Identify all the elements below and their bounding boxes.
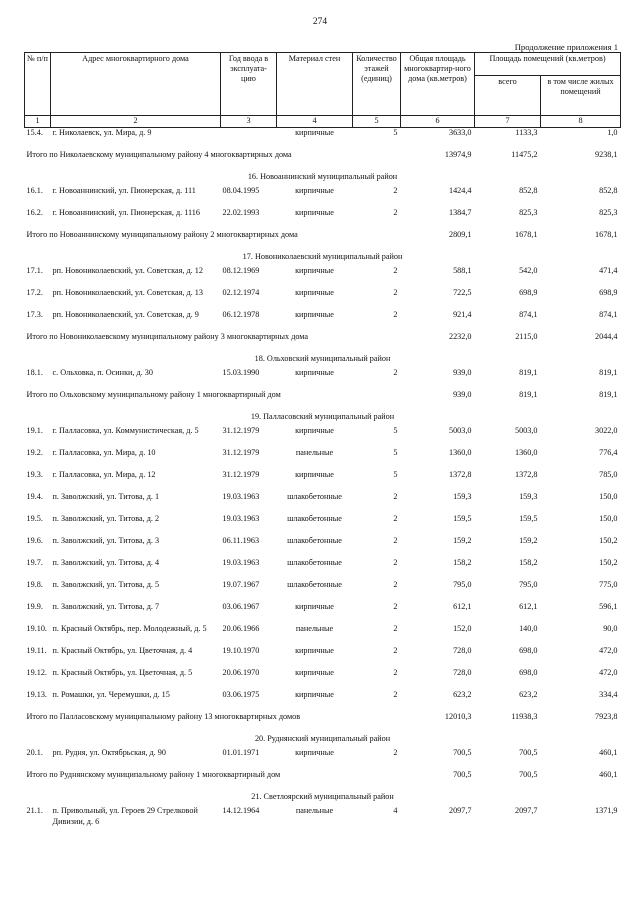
row-total-area: 159,2	[453, 536, 472, 545]
row-address: п. Заволжский, ул. Титова, д. 1	[52, 492, 160, 501]
row-floors: 5	[393, 470, 398, 479]
row-year: 19.03.1963	[222, 514, 260, 523]
row-total-area: 1360,0	[448, 448, 472, 457]
row-address: с. Ольховка, п. Осинки, д. 30	[52, 368, 153, 377]
row-living-area: 334,4	[599, 690, 618, 699]
row-number: 19.1.	[26, 426, 43, 435]
total-all-area: 11938,3	[511, 712, 538, 721]
row-living-area: 1,0	[607, 128, 618, 137]
row-year: 03.06.1975	[222, 690, 260, 699]
total-living-area: 9238,1	[595, 150, 618, 159]
row-year: 19.03.1963	[222, 558, 260, 567]
row-all-area: 2097,7	[514, 806, 538, 815]
row-material: шлакобетонные	[287, 514, 342, 523]
total-all-area: 1678,1	[514, 230, 538, 239]
district-section-row	[25, 734, 621, 748]
row-living-area: 150,2	[599, 536, 618, 545]
row-floors: 2	[393, 492, 398, 501]
table-row	[25, 310, 621, 332]
row-address: п. Красный Октябрь, ул. Цветочная, д. 4	[52, 646, 193, 655]
row-all-area: 159,5	[519, 514, 538, 523]
row-all-area: 874,1	[519, 310, 538, 319]
row-year: 01.01.1971	[222, 748, 260, 757]
row-all-area: 1360,0	[514, 448, 538, 457]
row-total-area: 158,2	[453, 558, 472, 567]
row-material: кирпичные	[295, 128, 334, 137]
total-area: 700,5	[453, 770, 472, 779]
row-floors: 5	[393, 128, 398, 137]
district-total-row	[25, 770, 621, 792]
col-number: 6	[401, 116, 475, 128]
row-living-area: 472,0	[599, 646, 618, 655]
row-living-area: 150,2	[599, 558, 618, 567]
row-total-area: 152,0	[453, 624, 472, 633]
row-living-area: 150,0	[599, 514, 618, 523]
table-row	[25, 748, 621, 770]
total-area: 2809,1	[448, 230, 472, 239]
row-year: 02.12.1974	[222, 288, 260, 297]
row-year: 19.07.1967	[222, 580, 260, 589]
row-number: 19.13.	[26, 690, 47, 699]
row-number: 19.9.	[26, 602, 43, 611]
row-address: г. Палласовка, ул. Мира, д. 12	[52, 470, 156, 479]
row-material: кирпичные	[295, 470, 334, 479]
section-title: 19. Палласовский муниципальный район	[250, 412, 395, 421]
row-address: п. Красный Октябрь, ул. Цветочная, д. 5	[52, 668, 193, 677]
total-living-area: 2044,4	[595, 332, 618, 341]
col-number: 2	[51, 116, 221, 128]
row-address: п. Привольный, ул. Героев 29 Стрелковой Дивизии, д. 6	[52, 806, 198, 826]
district-section-row	[25, 412, 621, 426]
row-floors: 2	[393, 602, 398, 611]
district-section-row	[25, 252, 621, 266]
row-address: рп. Рудня, ул. Октябрьская, д. 90	[52, 748, 166, 757]
total-all-area: 11475,2	[511, 150, 538, 159]
housing-table	[24, 52, 621, 828]
row-floors: 2	[393, 208, 398, 217]
row-total-area: 700,5	[453, 748, 472, 757]
row-living-area: 150,0	[599, 492, 618, 501]
row-floors: 2	[393, 266, 398, 275]
row-total-area: 795,0	[453, 580, 472, 589]
row-address: рп. Новониколаевский, ул. Советская, д. 12	[52, 266, 203, 275]
row-material: кирпичные	[295, 690, 334, 699]
district-section-row	[25, 792, 621, 806]
row-all-area: 1372,8	[514, 470, 538, 479]
row-year: 06.11.1963	[222, 536, 260, 545]
row-living-area: 3022,0	[595, 426, 618, 435]
total-label: Итого по Новониколаевскому муниципальному району 3 многоквартирных дома	[26, 332, 309, 341]
row-year: 08.12.1969	[222, 266, 260, 275]
section-title: 16. Новоаннинский муниципальный район	[247, 172, 398, 181]
table-row	[25, 208, 621, 230]
table-row	[25, 470, 621, 492]
district-total-row	[25, 332, 621, 354]
table-row	[25, 288, 621, 310]
row-all-area: 825,3	[519, 208, 538, 217]
header-address: Адрес многоквартирного дома	[51, 53, 221, 116]
row-material: шлакобетонные	[287, 558, 342, 567]
row-address: п. Красный Октябрь, пер. Молодежный, д. 5	[52, 624, 207, 633]
row-year: 06.12.1978	[222, 310, 260, 319]
row-living-area: 596,1	[599, 602, 618, 611]
row-total-area: 728,0	[453, 668, 472, 677]
row-all-area: 5003,0	[514, 426, 538, 435]
row-all-area: 1133,3	[515, 128, 538, 137]
section-title: 18. Ольховский муниципальный район	[254, 354, 391, 363]
row-total-area: 2097,7	[448, 806, 472, 815]
row-number: 19.4.	[26, 492, 43, 501]
col-number: 4	[277, 116, 353, 128]
total-label: Итого по Палласовскому муниципальному району 13 многоквартирных домов	[26, 712, 301, 721]
table-row	[25, 492, 621, 514]
total-all-area: 700,5	[519, 770, 538, 779]
table-row	[25, 646, 621, 668]
row-total-area: 159,3	[453, 492, 472, 501]
row-number: 17.2.	[26, 288, 43, 297]
row-total-area: 5003,0	[448, 426, 472, 435]
row-material: кирпичные	[295, 646, 334, 655]
row-all-area: 795,0	[519, 580, 538, 589]
table-row	[25, 806, 621, 828]
row-floors: 2	[393, 668, 398, 677]
row-address: п. Заволжский, ул. Титова, д. 5	[52, 580, 160, 589]
row-number: 19.8.	[26, 580, 43, 589]
row-number: 18.1.	[26, 368, 43, 377]
table-row	[25, 558, 621, 580]
col-number: 5	[353, 116, 401, 128]
table-row	[25, 668, 621, 690]
row-living-area: 785,0	[599, 470, 618, 479]
table-row	[25, 690, 621, 712]
header-no: № п/п	[25, 53, 51, 116]
col-number: 7	[475, 116, 541, 128]
row-floors: 2	[393, 310, 398, 319]
row-material: шлакобетонные	[287, 536, 342, 545]
row-all-area: 158,2	[519, 558, 538, 567]
header-material: Материал стен	[277, 53, 353, 116]
table-row	[25, 602, 621, 624]
table-row	[25, 266, 621, 288]
row-material: кирпичные	[295, 310, 334, 319]
row-year: 19.03.1963	[222, 492, 260, 501]
row-living-area: 460,1	[599, 748, 618, 757]
table-row	[25, 368, 621, 390]
total-living-area: 7923,8	[595, 712, 618, 721]
total-label: Итого по Руднянскому муниципальному району 1 многоквартирный дом	[26, 770, 281, 779]
total-living-area: 819,1	[599, 390, 618, 399]
row-living-area: 819,1	[599, 368, 618, 377]
row-total-area: 1384,7	[448, 208, 472, 217]
row-number: 17.3.	[26, 310, 43, 319]
total-area: 12010,3	[444, 712, 472, 721]
table-row	[25, 514, 621, 536]
row-floors: 2	[393, 624, 398, 633]
row-year: 19.10.1970	[222, 646, 260, 655]
col-number: 3	[221, 116, 277, 128]
table-row	[25, 624, 621, 646]
total-area: 2232,0	[448, 332, 472, 341]
section-title: 21. Светлоярский муниципальный район	[251, 792, 394, 801]
row-material: панельные	[295, 624, 334, 633]
row-number: 19.2.	[26, 448, 43, 457]
row-number: 19.11.	[26, 646, 47, 655]
row-living-area: 472,0	[599, 668, 618, 677]
row-number: 21.1.	[26, 806, 43, 815]
district-section-row	[25, 172, 621, 186]
total-all-area: 2115,0	[515, 332, 538, 341]
row-number: 16.1.	[26, 186, 43, 195]
row-living-area: 776,4	[599, 448, 618, 457]
row-floors: 2	[393, 368, 398, 377]
row-number: 19.5.	[26, 514, 43, 523]
row-floors: 5	[393, 448, 398, 457]
row-floors: 2	[393, 646, 398, 655]
row-number: 19.7.	[26, 558, 43, 567]
row-all-area: 698,0	[519, 668, 538, 677]
row-total-area: 623,2	[453, 690, 472, 699]
header-total-area: Общая площадь многоквартир-ного дома (кв.метров)	[401, 53, 475, 116]
row-address: рп. Новониколаевский, ул. Советская, д. 9	[52, 310, 199, 319]
row-address: п. Заволжский, ул. Титова, д. 2	[52, 514, 160, 523]
table-row	[25, 128, 621, 151]
row-address: п. Заволжский, ул. Титова, д. 4	[52, 558, 160, 567]
row-material: панельные	[295, 448, 334, 457]
row-all-area: 623,2	[519, 690, 538, 699]
row-number: 20.1.	[26, 748, 43, 757]
row-year: 31.12.1979	[222, 470, 260, 479]
row-year: 31.12.1979	[222, 426, 260, 435]
col-number: 1	[25, 116, 51, 128]
row-floors: 2	[393, 514, 398, 523]
table-row	[25, 536, 621, 558]
row-number: 19.12.	[26, 668, 47, 677]
row-total-area: 921,4	[453, 310, 472, 319]
row-year: 14.12.1964	[222, 806, 260, 815]
row-year	[221, 128, 277, 151]
total-area: 13974,9	[444, 150, 472, 159]
row-address: п. Ромашки, ул. Черемушки, д. 15	[52, 690, 170, 699]
row-material: кирпичные	[295, 426, 334, 435]
table-row	[25, 580, 621, 602]
row-floors: 2	[393, 580, 398, 589]
header-floors: Количество этажей (единиц)	[353, 53, 401, 116]
row-material: кирпичные	[295, 368, 334, 377]
row-year: 08.04.1995	[222, 186, 260, 195]
row-total-area: 612,1	[453, 602, 472, 611]
row-number: 15.4.	[26, 128, 43, 137]
row-total-area: 588,1	[453, 266, 472, 275]
row-floors: 2	[393, 690, 398, 699]
section-title: 17. Новониколаевский муниципальный район	[242, 252, 403, 261]
district-total-row	[25, 390, 621, 412]
total-area: 939,0	[453, 390, 472, 399]
row-living-area: 825,3	[599, 208, 618, 217]
district-total-row	[25, 150, 621, 172]
row-floors: 2	[393, 288, 398, 297]
row-living-area: 698,9	[599, 288, 618, 297]
row-living-area: 90,0	[603, 624, 618, 633]
column-numbers-row	[25, 116, 621, 128]
row-all-area: 612,1	[519, 602, 538, 611]
row-floors: 2	[393, 558, 398, 567]
row-material: кирпичные	[295, 748, 334, 757]
district-total-row	[25, 230, 621, 252]
district-total-row	[25, 712, 621, 734]
row-material: шлакобетонные	[287, 580, 342, 589]
header-all: всего	[475, 76, 541, 116]
row-all-area: 159,3	[519, 492, 538, 501]
continuation-note: Продолжение приложения 1	[514, 42, 618, 52]
row-address: г. Новоаннинский, ул. Пионерская, д. 1116	[52, 208, 200, 217]
row-number: 19.6.	[26, 536, 43, 545]
row-living-area: 874,1	[599, 310, 618, 319]
row-number: 17.1.	[26, 266, 43, 275]
row-total-area: 159,5	[453, 514, 472, 523]
row-floors: 2	[393, 536, 398, 545]
total-living-area: 460,1	[599, 770, 618, 779]
row-living-area: 852,8	[599, 186, 618, 195]
row-year: 15.03.1990	[222, 368, 260, 377]
row-number: 19.3.	[26, 470, 43, 479]
total-living-area: 1678,1	[595, 230, 618, 239]
row-material: кирпичные	[295, 668, 334, 677]
row-year: 22.02.1993	[222, 208, 260, 217]
row-all-area: 698,0	[519, 646, 538, 655]
row-year: 20.06.1966	[222, 624, 260, 633]
row-all-area: 140,0	[519, 624, 538, 633]
row-address: г. Новоаннинский, ул. Пионерская, д. 111	[52, 186, 196, 195]
row-all-area: 542,0	[519, 266, 538, 275]
row-year: 20.06.1970	[222, 668, 260, 677]
row-living-area: 471,4	[599, 266, 618, 275]
row-year: 03.06.1967	[222, 602, 260, 611]
row-material: кирпичные	[295, 208, 334, 217]
col-number: 8	[541, 116, 621, 128]
table-header	[25, 53, 621, 128]
table-row	[25, 186, 621, 208]
header-year: Год ввода в эксплуата-цию	[221, 53, 277, 116]
row-material: кирпичные	[295, 602, 334, 611]
row-total-area: 722,5	[453, 288, 472, 297]
row-address: г. Николаевск, ул. Мира, д. 9	[52, 128, 152, 137]
row-living-area: 775,0	[599, 580, 618, 589]
row-year: 31.12.1979	[222, 448, 260, 457]
row-address: п. Заволжский, ул. Титова, д. 7	[52, 602, 160, 611]
row-total-area: 1424,4	[448, 186, 472, 195]
row-address: г. Палласовка, ул. Коммунистическая, д. 5	[52, 426, 199, 435]
total-all-area: 819,1	[519, 390, 538, 399]
table-row	[25, 448, 621, 470]
table-row	[25, 426, 621, 448]
row-living-area: 1371,9	[595, 806, 618, 815]
total-label: Итого по Ольховскому муниципальному району 1 многоквартирный дом	[26, 390, 281, 399]
row-floors: 2	[393, 186, 398, 195]
row-all-area: 698,9	[519, 288, 538, 297]
row-number: 19.10.	[26, 624, 47, 633]
table-body	[25, 128, 621, 829]
page-number: 274	[312, 17, 328, 27]
row-material: панельные	[295, 806, 334, 815]
row-address: п. Заволжский, ул. Титова, д. 3	[52, 536, 160, 545]
row-total-area: 3633,0	[448, 128, 472, 137]
row-floors: 5	[393, 426, 398, 435]
row-total-area: 1372,8	[448, 470, 472, 479]
header-rooms-area: Площадь помещений (кв.метров)	[475, 53, 621, 76]
district-section-row	[25, 354, 621, 368]
row-number: 16.2.	[26, 208, 43, 217]
header-living: в том числе жилых помещений	[541, 76, 621, 116]
row-all-area: 700,5	[519, 748, 538, 757]
row-all-area: 819,1	[519, 368, 538, 377]
row-total-area: 939,0	[453, 368, 472, 377]
row-material: шлакобетонные	[287, 492, 342, 501]
row-all-area: 852,8	[519, 186, 538, 195]
row-address: рп. Новониколаевский, ул. Советская, д. 13	[52, 288, 203, 297]
row-floors: 4	[393, 806, 398, 815]
total-label: Итого по Николаевскому муниципальному району 4 многоквартирных дома	[26, 150, 292, 159]
row-floors: 2	[393, 748, 398, 757]
row-material: кирпичные	[295, 266, 334, 275]
row-material: кирпичные	[295, 288, 334, 297]
section-title: 20. Руднянский муниципальный район	[254, 734, 391, 743]
total-label: Итого по Новоаннинскому муниципальному району 2 многоквартирных дома	[26, 230, 298, 239]
row-all-area: 159,2	[519, 536, 538, 545]
row-material: кирпичные	[295, 186, 334, 195]
row-total-area: 728,0	[453, 646, 472, 655]
row-address: г. Палласовка, ул. Мира, д. 10	[52, 448, 156, 457]
